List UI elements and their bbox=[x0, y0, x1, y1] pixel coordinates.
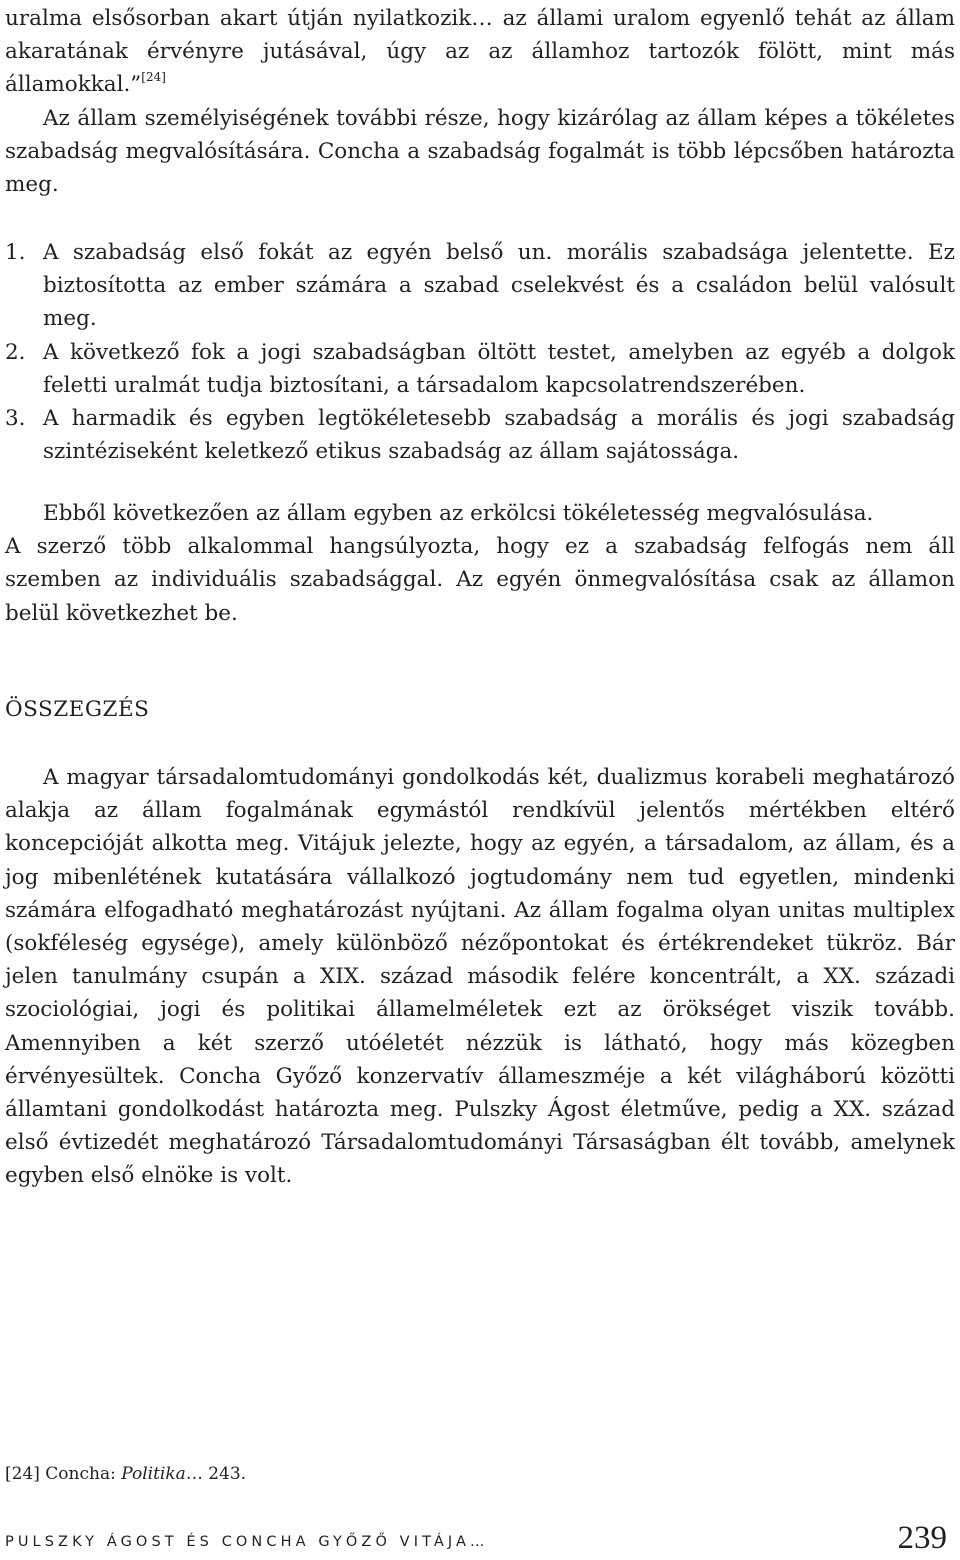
running-head: PULSZKY ÁGOST ÉS CONCHA GYŐZŐ VITÁJA… bbox=[5, 1534, 489, 1550]
moral-perfection-paragraph: Ebből következően az állam egyben az erkölcsi tökéletesség megvalósulása. bbox=[43, 501, 874, 526]
list-item-text: A harmadik és egyben legtökéletesebb szabadság a morális és jogi szabadság szintéziseként keletkező etikus szabadság az állam sajátossága. bbox=[43, 406, 955, 465]
list-number: 3. bbox=[5, 406, 26, 432]
page-footer bbox=[5, 1520, 955, 1560]
footnote-reference[interactable]: [24] bbox=[141, 70, 166, 85]
list-item-text: A szabadság első fokát az egyén belső un. morális szabadsága jelentette. Ez biztosította az ember számára a szabad cselekvést és a családon belül valósult meg. bbox=[43, 240, 955, 332]
list-number: 1. bbox=[5, 240, 26, 265]
footnote bbox=[5, 1462, 246, 1486]
page-number: 239 bbox=[897, 1520, 947, 1556]
list-item bbox=[5, 402, 955, 468]
individual-freedom-paragraph: A szerző több alkalommal hangsúlyozta, hogy ez a szabadság felfogás nem áll szemben az individuális szabadsággal. Az egyén önmegvalósítása csak az államon belül következhet be. bbox=[5, 534, 955, 626]
quote-text: uralma elsősorban akart útján nyilatkozik… az állami uralom egyenlő tehát az állam akaratának érvényre jutásával, úgy az az államhoz tartozók fölött, mint más államokkal.” bbox=[5, 6, 955, 98]
quote-paragraph bbox=[5, 2, 955, 102]
footnote-prefix: [24] Concha: bbox=[5, 1464, 122, 1484]
document-page bbox=[5, 0, 955, 1559]
summary-paragraph: A magyar társadalomtudományi gondolkodás két, dualizmus korabeli meghatározó alakja az állam fogalmának egymástól rendkívül jelentős mértékben eltérő koncepcióját alkotta meg. Vitájuk jelezte, hogy az egyén, a társadalom, az állam, és a jog mibenlétének kutatására vállalkozó jogtudomány nem tud egyetlen, mindenki számára elfogadható meghatározást nyújtani. Az állam fogalma olyan unitas multiplex (sokféleség egysége), amely különböző nézőpontokat és értékrendeket tükröz. Bár jelen tanulmány csupán a XIX. század második felére koncentrált, a XX. századi szociológiai, jogi és politikai államelméletek ezt az örökséget viszik tovább. Amennyiben a két szerző utóéletét nézzük is látható, hogy más közegben érvényesültek. Concha Győző konzervatív állameszméje a két világháború közötti államtani gondolkodást határozta meg. Pulszky Ágost életműve, pedig a XX. század első évtizedét meghatározó Társadalomtudományi Társaságban élt tovább, amelynek egyben első elnöke is volt. bbox=[5, 765, 955, 1189]
list-item bbox=[5, 236, 955, 336]
list-number: 2. bbox=[5, 339, 26, 365]
section-heading: ÖSSZEGZÉS bbox=[5, 697, 150, 722]
footnote-suffix: … 243. bbox=[185, 1464, 247, 1484]
summary-section bbox=[5, 761, 955, 1193]
freedom-levels-list bbox=[5, 236, 955, 468]
list-item-text: A következő fok a jogi szabadságban öltött testet, amelyben az egyéb a dolgok feletti uralmát tudja biztosítani, a társadalom kapcsolatrendszerében. bbox=[43, 339, 955, 398]
footnote-title: Politika bbox=[121, 1464, 186, 1484]
conclusion-paragraphs bbox=[5, 497, 955, 630]
state-personality-paragraph: Az állam személyiségének további része, hogy kizárólag az állam képes a tökéletes szabadság megvalósítására. Concha a szabadság fogalmát is több lépcsőben határozta meg. bbox=[5, 105, 955, 198]
opening-paragraphs bbox=[5, 2, 955, 201]
list-item bbox=[5, 336, 955, 402]
